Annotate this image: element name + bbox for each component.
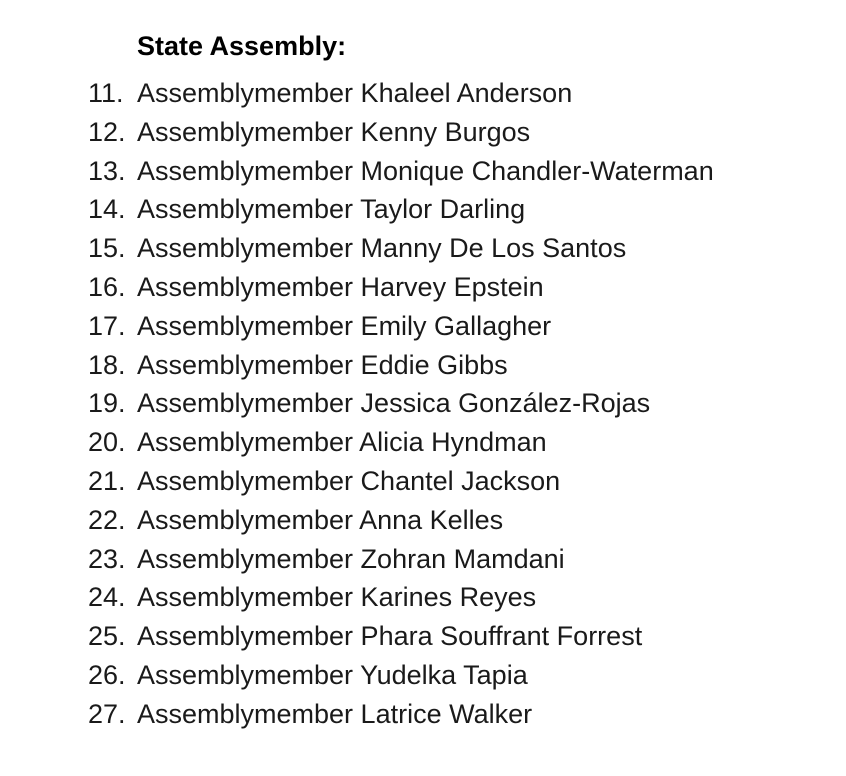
list-item-text: Assemblymember Jessica González-Rojas [137,388,651,419]
list-item-number: 19. [88,388,126,419]
list-item-text: Assemblymember Alicia Hyndman [137,427,547,458]
list-item-number: 18. [88,349,126,380]
list-item-text: Assemblymember Monique Chandler-Waterman [137,155,714,186]
list-item-text: Assemblymember Khaleel Anderson [137,78,573,108]
list-item-text: Assemblymember Anna Kelles [137,504,504,535]
list-item-number: 21. [88,465,126,496]
list-item-text: Assemblymember Taylor Darling [137,194,526,225]
list-item-number: 13. [88,155,126,186]
list-item-number: 11. [88,78,124,108]
list-item-text: Assemblymember Yudelka Tapia [137,659,528,690]
list-item-text: Assemblymember Chantel Jackson [137,465,561,496]
list-item-number: 12. [88,116,126,147]
list-item-number: 14. [88,194,126,225]
list-item-number: 24. [88,582,126,613]
list-item-text: Assemblymember Emily Gallagher [137,310,552,341]
list-item-number: 20. [88,427,126,458]
list-item-text: Assemblymember Manny De Los Santos [137,233,627,264]
list-item-number: 26. [88,659,126,690]
list-item-number: 23. [88,543,126,574]
list-item-text: Assemblymember Zohran Mamdani [137,543,565,574]
list-item-number: 17. [88,310,126,341]
list-item-number: 27. [88,698,126,729]
list-item-text: Assemblymember Phara Souffrant Forrest [137,621,643,652]
list-item-number: 16. [88,271,126,302]
list-item-number: 25. [88,621,126,652]
list-item-text: Assemblymember Latrice Walker [137,698,533,729]
list-item-text: Assemblymember Kenny Burgos [137,116,531,147]
section-heading: State Assembly: [137,31,347,61]
list-item-text: Assemblymember Eddie Gibbs [137,349,508,380]
list-item-text: Assemblymember Karines Reyes [137,582,537,613]
list-item-text: Assemblymember Harvey Epstein [137,271,544,302]
list-item-number: 15. [88,233,126,264]
list-item-number: 22. [88,504,126,535]
